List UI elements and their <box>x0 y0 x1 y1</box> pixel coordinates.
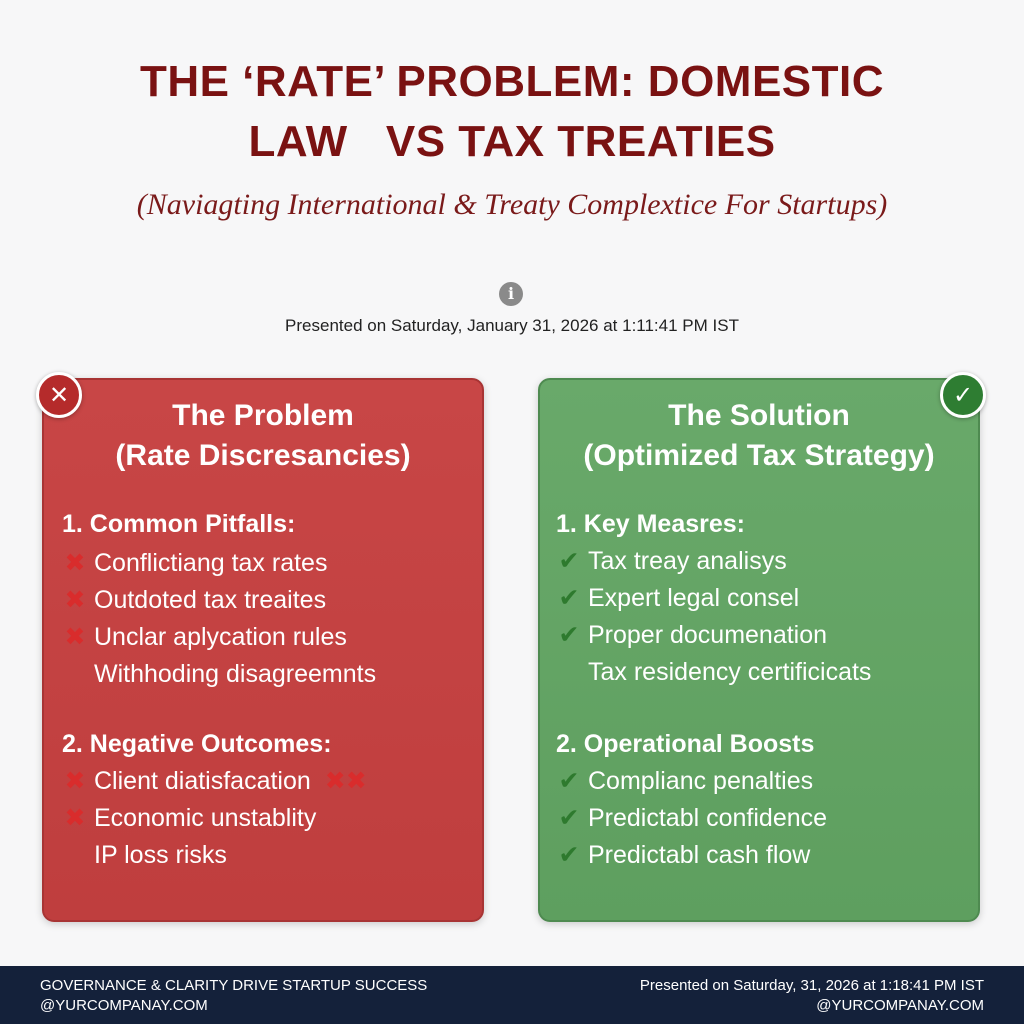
list-item-text: Tax residency certificicats <box>588 658 872 686</box>
problem-heading-title: The Problem <box>172 399 354 432</box>
check-mark-icon: ✔ <box>558 583 580 612</box>
solution-section-2-title: 2. Operational Boosts <box>556 730 815 758</box>
list-item-text: Complianc penalties <box>588 767 814 795</box>
list-item <box>554 579 871 616</box>
list-item <box>554 616 871 653</box>
footer-handle-left[interactable]: @YURCOMPANAY.COM <box>40 997 208 1014</box>
solution-heading-subtitle: (Optimized Tax Strategy) <box>583 439 935 472</box>
list-item-text: Expert legal consel <box>588 584 800 612</box>
list-item <box>60 618 376 655</box>
problem-heading <box>44 396 482 476</box>
x-mark-icon: ✖ <box>64 766 86 795</box>
x-mark-icon: ✖✖ <box>324 766 367 795</box>
list-item-text: Tax treay analisys <box>588 547 787 575</box>
solution-section-1-title: 1. Key Measres: <box>556 510 746 538</box>
list-item-text: Outdoted tax treaites <box>94 586 327 614</box>
list-item <box>60 836 367 873</box>
list-item <box>554 799 827 836</box>
list-item <box>60 544 376 581</box>
footer-presented: Presented on Saturday, 31, 2026 at 1:18:41 PM IST <box>639 977 984 994</box>
list-item-text: Proper documenation <box>588 621 828 649</box>
footer-left <box>40 976 427 1016</box>
list-item-text: Unclar aplycation rules <box>94 623 347 651</box>
footer-right <box>640 976 984 1016</box>
check-mark-icon: ✔ <box>558 803 580 832</box>
check-mark-icon: ✔ <box>558 620 580 649</box>
list-item-text: Conflictiang tax rates <box>94 549 328 577</box>
list-item <box>60 762 367 799</box>
problem-section-2-list <box>60 762 367 873</box>
check-mark-icon: ✔ <box>558 546 580 575</box>
problem-panel <box>42 378 484 922</box>
solution-section-1-list <box>554 542 871 690</box>
title-line-1: THE ‘RATE’ PROBLEM: DOMESTIC <box>139 57 885 106</box>
list-item <box>554 836 827 873</box>
solution-panel <box>538 378 980 922</box>
footer-tagline: GOVERNANCE & CLARITY DRIVE STARTUP SUCCESS <box>40 977 428 994</box>
list-item <box>554 762 827 799</box>
solution-heading <box>540 396 978 476</box>
problem-section-2-title: 2. Negative Outcomes: <box>62 730 332 758</box>
x-mark-icon: ✖ <box>64 585 86 614</box>
list-item-text: Predictabl confidence <box>588 804 828 832</box>
list-item <box>60 655 376 692</box>
solution-heading-title: The Solution <box>668 399 850 432</box>
page-title <box>0 52 1024 172</box>
list-item-text: Client diatisfacation <box>94 767 311 795</box>
list-item <box>554 653 871 690</box>
check-mark-icon: ✔ <box>558 766 580 795</box>
check-mark-icon: ✔ <box>558 840 580 869</box>
x-mark-icon: ✖ <box>64 803 86 832</box>
problem-heading-subtitle: (Rate Discresancies) <box>115 439 411 472</box>
presented-date: Presented on Saturday, January 31, 2026 at 1:11:41 PM IST <box>285 316 739 335</box>
solution-section-2-list <box>554 762 827 873</box>
list-item <box>554 542 871 579</box>
list-item-text: Withhoding disagreemnts <box>94 660 377 688</box>
problem-section-1-title: 1. Common Pitfalls: <box>62 510 296 538</box>
title-line-2: LAW VS TAX TREATIES <box>248 117 776 166</box>
footer-handle-right[interactable]: @YURCOMPANAY.COM <box>816 997 984 1014</box>
x-mark-icon: ✖ <box>64 622 86 651</box>
list-item <box>60 799 367 836</box>
list-item-text: IP loss risks <box>94 841 227 869</box>
list-item <box>60 581 376 618</box>
page-subtitle: (Naviagting International & Treaty Complextice For Startups) <box>136 188 888 221</box>
list-item-text: Economic unstablity <box>94 804 317 832</box>
check-circle-icon: ✓ <box>940 372 986 418</box>
info-icon[interactable]: i <box>499 282 523 306</box>
footer-bar <box>0 966 1024 1024</box>
problem-section-1-list <box>60 544 376 692</box>
x-mark-icon: ✖ <box>64 548 86 577</box>
x-circle-icon: ✕ <box>36 372 82 418</box>
list-item-text: Predictabl cash flow <box>588 841 811 869</box>
